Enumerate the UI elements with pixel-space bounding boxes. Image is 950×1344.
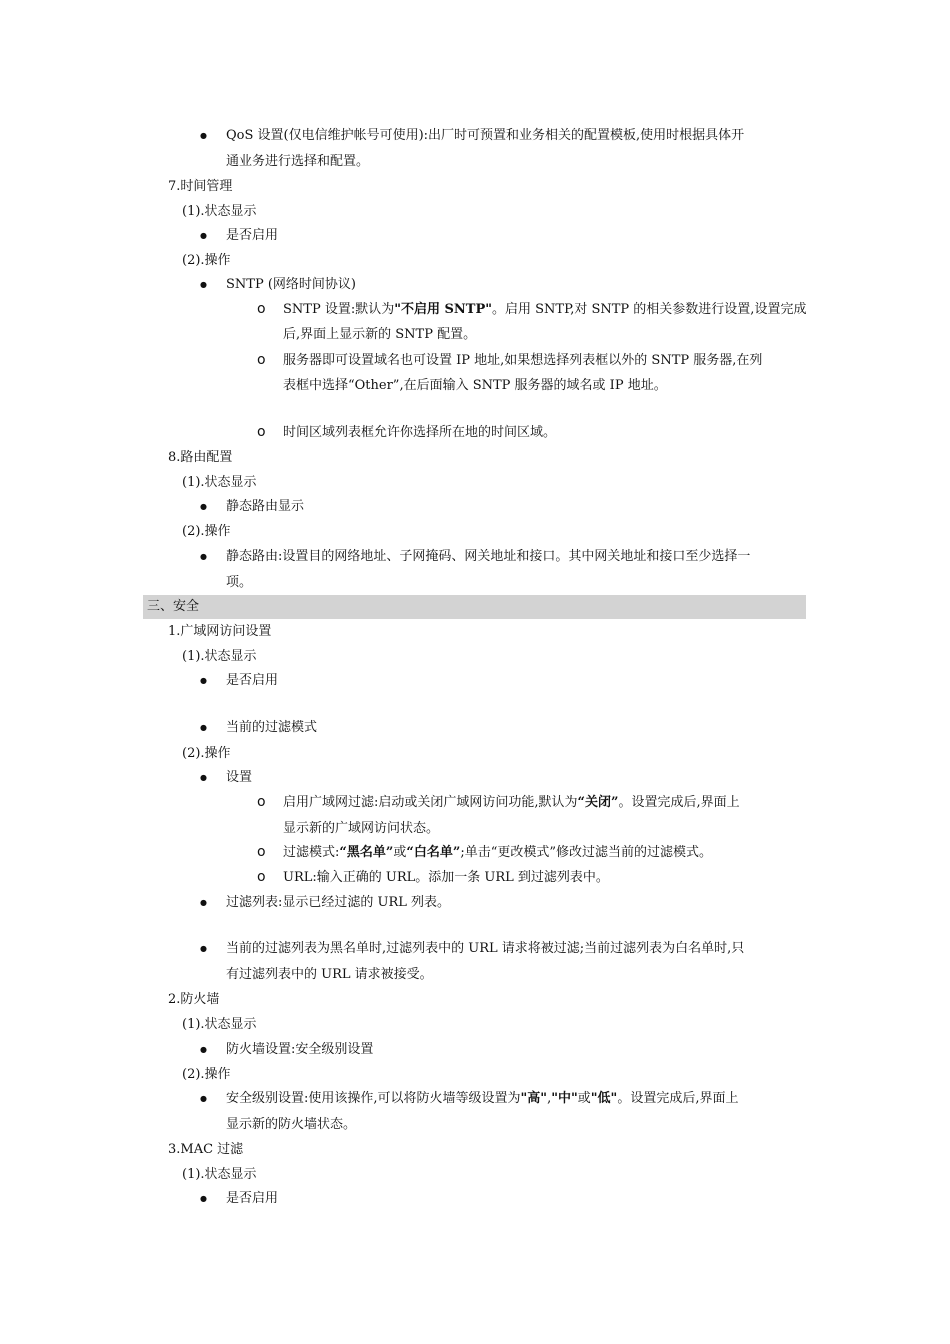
wan-enable-line-1: o 启用广域网过滤:启动或关闭广域网访问功能,默认为“关闭”。设置完成后,界面上 [283, 794, 740, 812]
section-title: 三、安全 [147, 599, 200, 614]
route-static-line-2: 项。 [226, 575, 253, 590]
time-ops: (2).操作 [182, 253, 231, 268]
firewall-level-line-2: 显示新的防火墙状态。 [226, 1117, 357, 1132]
wan-mode: ● 当前的过滤模式 [226, 719, 317, 737]
wan-enabled: ● 是否启用 [226, 672, 278, 690]
firewall-heading: 2.防火墙 [168, 992, 220, 1007]
wan-heading: 1.广域网访问设置 [168, 624, 272, 639]
time-enabled: ● 是否启用 [226, 227, 278, 245]
time-zone: o 时间区域列表框允许你选择所在地的时间区域。 [283, 424, 556, 442]
wan-note-line-1: ● 当前的过滤列表为黑名单时,过滤列表中的 URL 请求将被过滤;当前过滤列表为白名单时,只 [226, 940, 744, 958]
wan-status: (1).状态显示 [182, 649, 257, 664]
route-static-line-1: ● 静态路由:设置目的网络地址、子网掩码、网关地址和接口。其中网关地址和接口至少选择一 [226, 548, 750, 566]
qos-line-1: ● QoS 设置(仅电信维护帐号可使用):出厂时可预置和业务相关的配置模板,使用时根据具体开 [226, 127, 744, 145]
wan-enable-line-2: 显示新的广域网访问状态。 [283, 821, 440, 836]
sntp-setting-line-2: 后,界面上显示新的 SNTP 配置。 [283, 327, 477, 342]
firewall-ops: (2).操作 [182, 1067, 231, 1082]
firewall-level-line-1: ● 安全级别设置:使用该操作,可以将防火墙等级设置为"高","中"或"低"。设置完成后,界面上 [226, 1090, 738, 1108]
wan-note-line-2: 有过滤列表中的 URL 请求被接受。 [226, 967, 433, 982]
time-status: (1).状态显示 [182, 204, 257, 219]
mac-status: (1).状态显示 [182, 1167, 257, 1182]
mac-enabled: ● 是否启用 [226, 1190, 278, 1208]
time-heading: 7.时间管理 [168, 179, 233, 194]
route-ops: (2).操作 [182, 524, 231, 539]
firewall-status: (1).状态显示 [182, 1017, 257, 1032]
route-status: (1).状态显示 [182, 475, 257, 490]
wan-settings: ● 设置 [226, 769, 252, 787]
qos-line-2: 通业务进行选择和配置。 [226, 154, 370, 169]
time-sntp: ● SNTP (网络时间协议) [226, 276, 356, 294]
wan-filter-mode: o 过滤模式:“黑名单”或“白名单”;单击“更改模式”修改过滤当前的过滤模式。 [283, 844, 712, 862]
route-static-show: ● 静态路由显示 [226, 498, 304, 516]
section-bar [143, 595, 806, 619]
sntp-setting-line-1: o SNTP 设置:默认为"不启用 SNTP"。启用 SNTP,对 SNTP 的相关参数进行设置,设置完成 [283, 301, 806, 319]
wan-ops: (2).操作 [182, 746, 231, 761]
firewall-setting: ● 防火墙设置:安全级别设置 [226, 1041, 373, 1059]
sntp-server-line-1: o 服务器即可设置域名也可设置 IP 地址,如果想选择列表框以外的 SNTP 服务器,在列 [283, 352, 762, 370]
mac-heading: 3.MAC 过滤 [168, 1142, 244, 1157]
route-heading: 8.路由配置 [168, 450, 233, 465]
wan-filter-list: ● 过滤列表:显示已经过滤的 URL 列表。 [226, 894, 450, 912]
sntp-server-line-2: 表框中选择“Other”,在后面输入 SNTP 服务器的域名或 IP 地址。 [283, 378, 667, 393]
wan-url: o URL:输入正确的 URL。添加一条 URL 到过滤列表中。 [283, 869, 609, 887]
